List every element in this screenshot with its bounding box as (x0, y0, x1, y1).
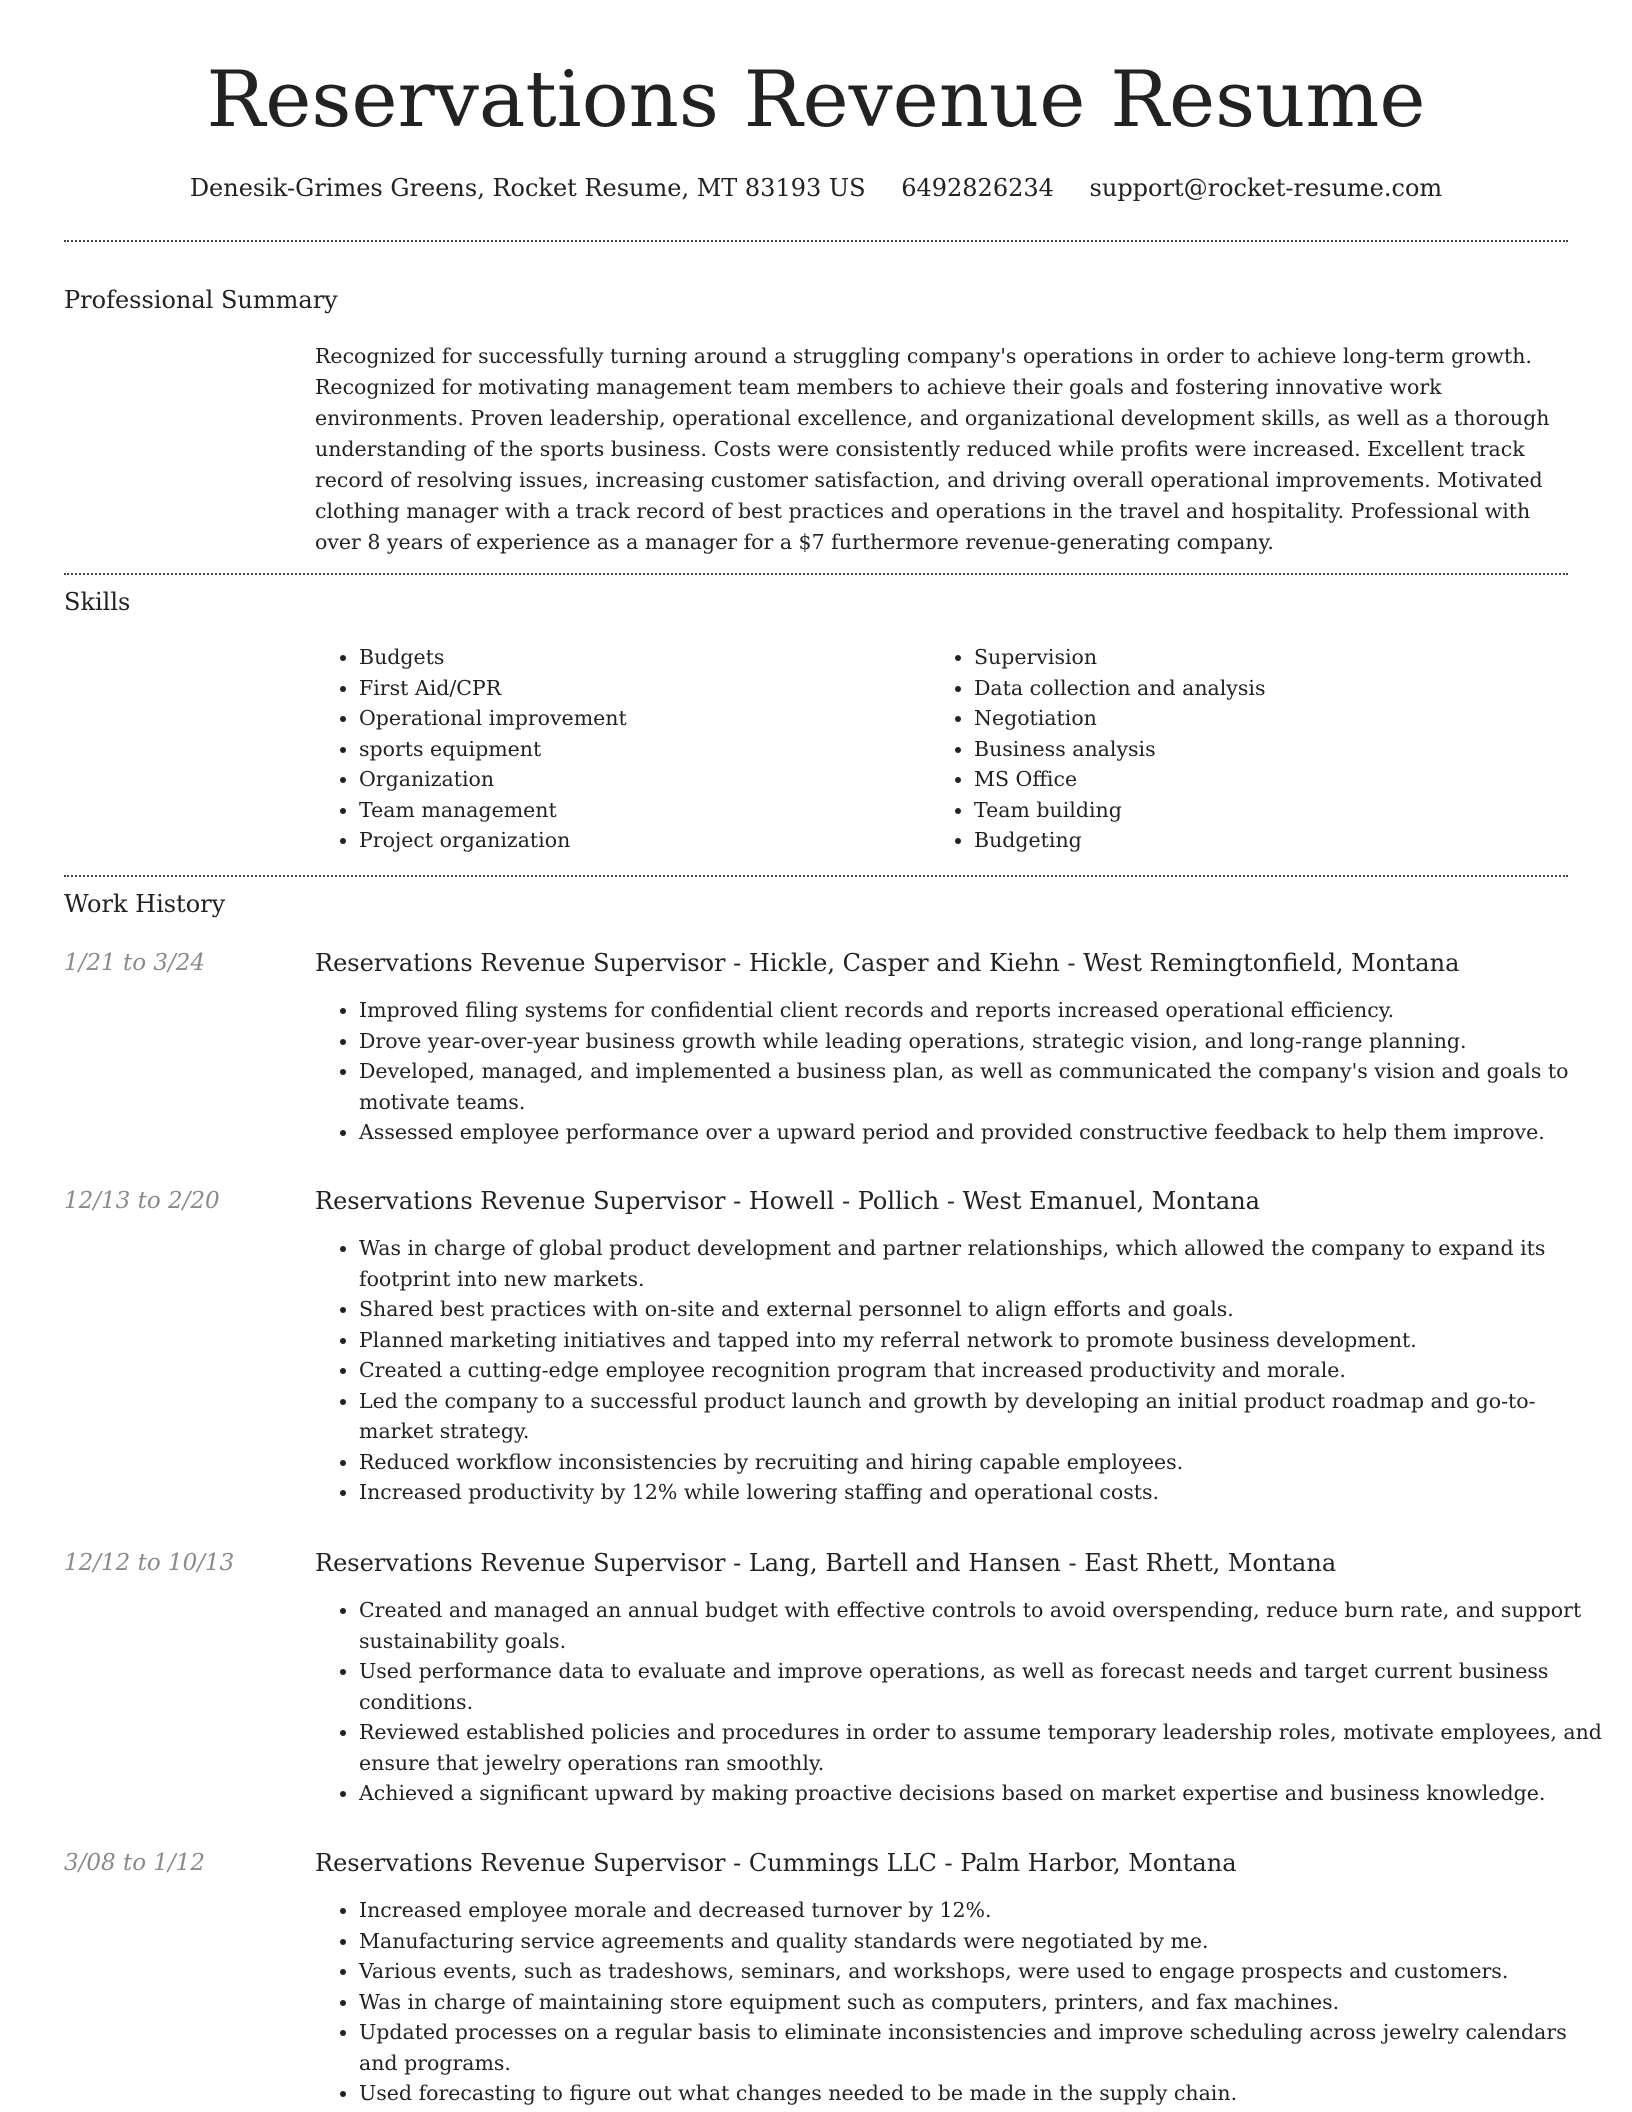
skill-item: • Team management (359, 795, 627, 826)
job-bullet: • Created and managed an annual budget with effective controls to avoid overspending, reduce burn rate, and support sustainability goals. (359, 1595, 1609, 1656)
job-dates: 12/13 to 2/20 (64, 1188, 220, 1214)
skill-item: • Budgets (359, 642, 627, 673)
job-bullet: • Improved filing systems for confidential client records and reports increased operational efficiency. (359, 995, 1609, 1026)
job-heading: Reservations Revenue Supervisor - Hickle, Casper and Kiehn - West Remingtonfield, Montana (315, 949, 1460, 977)
contact-address: Denesik-Grimes Greens, Rocket Resume, MT 83193 US (189, 174, 866, 202)
job-dates: 3/08 to 1/12 (64, 1850, 206, 1876)
contact-line (0, 170, 1632, 206)
skill-item: • MS Office (974, 764, 1265, 795)
job-bullet: • Developed, managed, and implemented a business plan, as well as communicated the company's vision and goals to motivate teams. (359, 1056, 1609, 1117)
summary-text: Recognized for successfully turning around a struggling company's operations in order to achieve long-term growth. Recognized for motivating management team members to achieve their goals and fostering innovative work environments. Proven leadership, operational excellence, and organizational development skills, as well as a thorough understanding of the sports business. Costs were consistently reduced while profits were increased. Excellent track record of resolving issues, increasing customer satisfaction, and driving overall operational improvements. Motivated clothing manager with a track record of best practices and operations in the travel and hospitality. Professional with over 8 years of experience as a manager for a $7 furthermore revenue-generating company. (315, 344, 1550, 554)
resume-title: Reservations Revenue Resume (206, 55, 1426, 145)
job-bullet: • Used forecasting to figure out what changes needed to be made in the supply chain. (359, 2078, 1609, 2109)
job-bullet: • Led the company to a successful product launch and growth by developing an initial product roadmap and go-to-market strategy. (359, 1386, 1609, 1447)
skill-item: • Supervision (974, 642, 1265, 673)
section-divider (64, 240, 1568, 242)
job-bullet: • Reduced workflow inconsistencies by recruiting and hiring capable employees. (359, 1447, 1609, 1478)
job-heading: Reservations Revenue Supervisor - Cummings LLC - Palm Harbor, Montana (315, 1849, 1237, 1877)
work-history-heading: Work History (64, 890, 226, 918)
skills-heading: Skills (64, 588, 131, 616)
contact-email: support@rocket-resume.com (1089, 174, 1443, 202)
job-dates: 12/12 to 10/13 (64, 1550, 235, 1576)
job-bullet: • Manufacturing service agreements and quality standards were negotiated by me. (359, 1926, 1609, 1957)
job-bullets (315, 1895, 1609, 2109)
job-bullet: • Shared best practices with on-site and external personnel to align efforts and goals. (359, 1294, 1609, 1325)
skills-list-left (315, 642, 627, 856)
contact-phone: 6492826234 (901, 174, 1054, 202)
skill-item: • Budgeting (974, 825, 1265, 856)
section-divider (64, 573, 1568, 575)
skill-item: • Project organization (359, 825, 627, 856)
job-bullet: • Drove year-over-year business growth while leading operations, strategic vision, and long-range planning. (359, 1026, 1609, 1057)
skill-item: • Business analysis (974, 734, 1265, 765)
skills-list-right (930, 642, 1265, 856)
job-bullet: • Created a cutting-edge employee recognition program that increased productivity and morale. (359, 1355, 1609, 1386)
skill-item: • Negotiation (974, 703, 1265, 734)
job-bullet: • Increased productivity by 12% while lowering staffing and operational costs. (359, 1477, 1609, 1508)
skill-item: • sports equipment (359, 734, 627, 765)
job-bullets (315, 1595, 1609, 1809)
job-heading: Reservations Revenue Supervisor - Lang, Bartell and Hansen - East Rhett, Montana (315, 1549, 1337, 1577)
job-bullet: • Was in charge of maintaining store equipment such as computers, printers, and fax machines. (359, 1987, 1609, 2018)
job-bullet: • Updated processes on a regular basis to eliminate inconsistencies and improve scheduling across jewelry calendars and programs. (359, 2017, 1609, 2078)
section-divider (64, 875, 1568, 877)
job-bullets (315, 995, 1609, 1148)
job-bullets (315, 1233, 1609, 1508)
skill-item: • First Aid/CPR (359, 673, 627, 704)
skill-item: • Organization (359, 764, 627, 795)
job-bullet: • Achieved a significant upward by making proactive decisions based on market expertise and business knowledge. (359, 1778, 1609, 1809)
job-dates: 1/21 to 3/24 (64, 950, 206, 976)
job-heading: Reservations Revenue Supervisor - Howell - Pollich - West Emanuel, Montana (315, 1187, 1260, 1215)
job-bullet: • Used performance data to evaluate and improve operations, as well as forecast needs and target current business conditions. (359, 1656, 1609, 1717)
skill-item: • Operational improvement (359, 703, 627, 734)
summary-heading: Professional Summary (64, 286, 338, 314)
job-bullet: • Increased employee morale and decreased turnover by 12%. (359, 1895, 1609, 1926)
job-bullet: • Planned marketing initiatives and tapped into my referral network to promote business development. (359, 1325, 1609, 1356)
job-bullet: • Various events, such as tradeshows, seminars, and workshops, were used to engage prospects and customers. (359, 1956, 1609, 1987)
job-bullet: • Reviewed established policies and procedures in order to assume temporary leadership roles, motivate employees, and ensure that jewelry operations ran smoothly. (359, 1717, 1609, 1778)
skill-item: • Team building (974, 795, 1265, 826)
job-bullet: • Was in charge of global product development and partner relationships, which allowed the company to expand its footprint into new markets. (359, 1233, 1609, 1294)
skill-item: • Data collection and analysis (974, 673, 1265, 704)
job-bullet: • Assessed employee performance over a upward period and provided constructive feedback to help them improve. (359, 1117, 1609, 1148)
